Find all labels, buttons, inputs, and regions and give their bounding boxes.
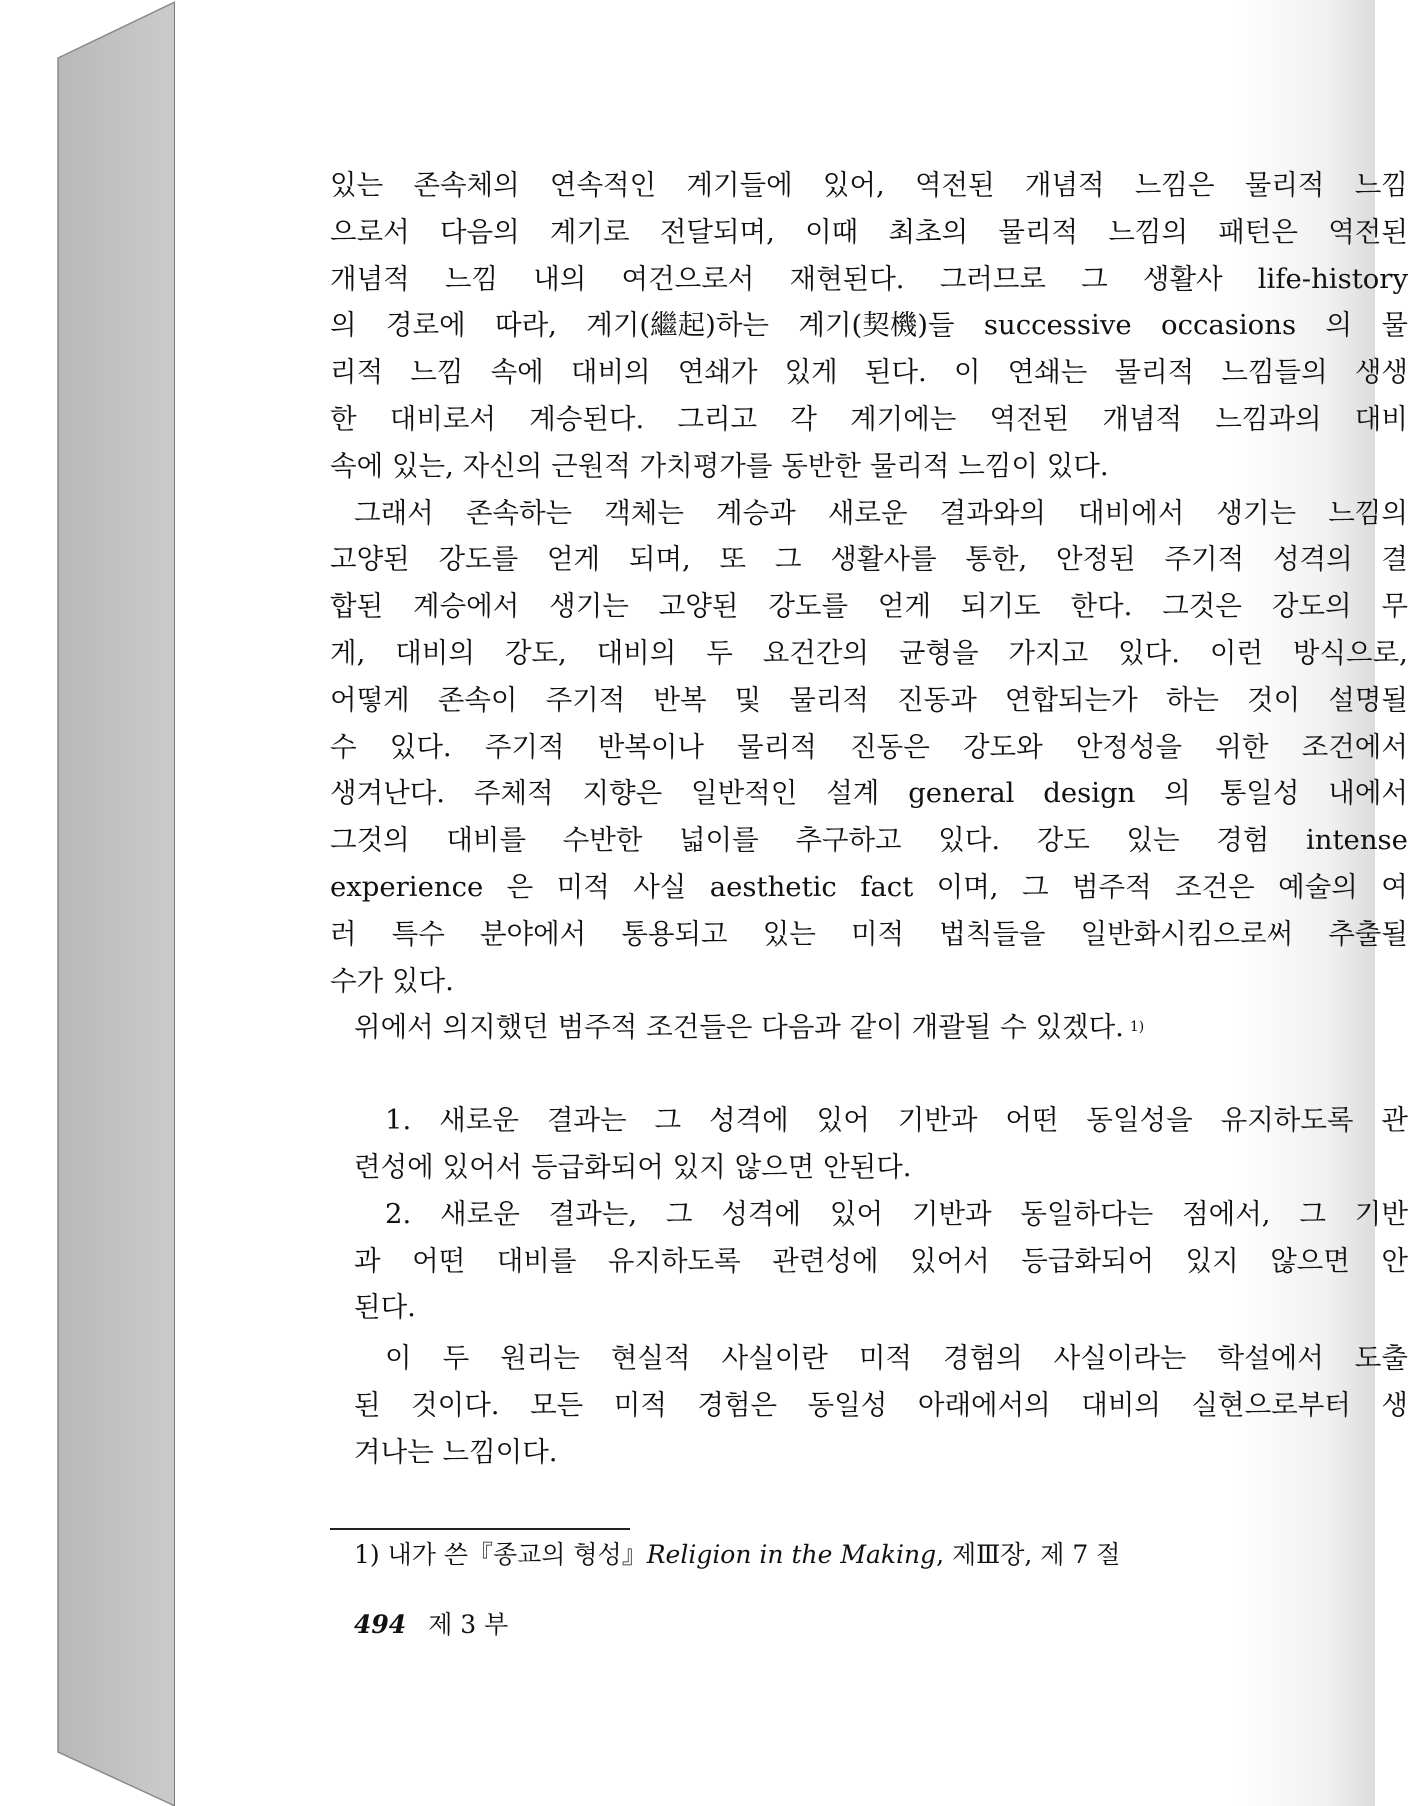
word: 대비 — [1354, 402, 1408, 435]
word: 느낌의 — [1328, 496, 1408, 529]
word: 수가 — [330, 964, 384, 997]
word: 대비의 — [1081, 1388, 1161, 1421]
word: 계기로 — [549, 215, 630, 248]
word: experience — [330, 870, 484, 903]
word: fact — [860, 870, 914, 903]
word: 어떤 — [412, 1244, 466, 1277]
text-line — [330, 490, 1408, 537]
word: 의지했던 — [442, 1011, 549, 1044]
word: 조건들은 — [646, 1011, 753, 1044]
word: 새로운 — [440, 1197, 520, 1230]
word: 있는 — [330, 169, 384, 201]
word: 존속이 — [437, 683, 518, 716]
word: 강도와 — [962, 730, 1043, 763]
word: 생기는 — [549, 590, 629, 623]
word: 개념적 — [1024, 169, 1105, 201]
word: 예술의 — [1278, 870, 1358, 903]
word: 게, — [330, 636, 366, 669]
word: 한다. — [1070, 590, 1133, 623]
word: 것이 — [1247, 683, 1301, 716]
word: 된다. — [864, 356, 927, 389]
word: 요건간의 — [762, 636, 869, 669]
word: 관련성에 — [772, 1244, 879, 1277]
word: 이때 — [805, 215, 859, 248]
word: 미적 — [850, 917, 905, 950]
word: 사실이라는 — [1053, 1342, 1187, 1375]
word: 법칙들을 — [939, 917, 1046, 950]
word: 있다. — [938, 824, 1001, 857]
word: 2. — [385, 1197, 412, 1230]
word: 있어 — [829, 1197, 884, 1230]
text-line — [330, 1382, 1408, 1429]
list-item — [330, 1097, 1408, 1191]
word: 느낌이 — [958, 449, 1038, 482]
word: 물 — [1381, 309, 1408, 342]
word: 있지 — [672, 1150, 726, 1183]
word: 있는 — [762, 917, 816, 950]
word: 새로운 — [827, 496, 908, 529]
word: 대비의 — [596, 636, 677, 669]
word: 물리적 — [1244, 169, 1325, 201]
word: 겨나는 — [354, 1435, 434, 1468]
word: 얻게 — [877, 590, 932, 623]
word: 대비를 — [446, 824, 527, 857]
text-line — [330, 911, 1408, 958]
word: 느낌 — [410, 356, 464, 389]
numbered-list — [330, 1097, 1408, 1331]
word: 실현으로부터 — [1191, 1388, 1351, 1421]
word: 생 — [1381, 1388, 1408, 1421]
word: 통한, — [965, 543, 1028, 576]
word: 주기적 — [1164, 543, 1245, 576]
word: 느낌은 — [1134, 169, 1215, 201]
word: 모든 — [530, 1388, 584, 1421]
word: 위에서 — [354, 1011, 434, 1044]
word: 있어서 — [442, 1150, 523, 1183]
word: 아래에서의 — [917, 1388, 1051, 1421]
word: 미적 — [858, 1342, 912, 1375]
word: 물리적 — [789, 683, 869, 716]
word: 진동은 — [850, 730, 930, 763]
word: 안 — [1381, 1244, 1408, 1277]
word: 기반과 — [897, 1104, 978, 1137]
word: 및 — [734, 683, 762, 716]
word: 유지하도록 — [607, 1244, 741, 1277]
word: 동일성 — [807, 1388, 888, 1421]
word: 통용되고 — [621, 917, 728, 950]
word: 관 — [1381, 1104, 1408, 1137]
word: 강도를 — [768, 590, 849, 623]
word: 방식으로, — [1292, 636, 1408, 669]
word: 계기(繼起)하는 — [586, 309, 769, 342]
word: 수 — [1000, 1011, 1027, 1044]
word: 유지하도록 — [1220, 1104, 1354, 1137]
part-label: 제 3 부 — [428, 1610, 509, 1639]
word: 그래서 — [354, 496, 434, 529]
word: 점에서, — [1182, 1197, 1271, 1230]
word: 강도 — [1036, 824, 1090, 857]
word: 미적 — [613, 1388, 667, 1421]
word: 설계 — [826, 777, 880, 810]
word: 이며, — [936, 870, 999, 903]
word: 범주적 — [1071, 870, 1152, 903]
word: 결 — [1381, 543, 1408, 576]
word: 그러므로 — [939, 262, 1046, 295]
footnote-rule — [330, 1528, 630, 1530]
text-line — [330, 1335, 1408, 1382]
text-line — [330, 1004, 1408, 1051]
word: 경험은 — [697, 1388, 778, 1421]
word: 의 — [1164, 777, 1191, 810]
word: 있다. — [391, 964, 454, 997]
text-line — [330, 583, 1408, 630]
word: 존속하는 — [465, 496, 573, 529]
word: 이 — [385, 1342, 412, 1375]
word: 학설에서 — [1217, 1342, 1324, 1375]
word: 두 — [442, 1342, 470, 1375]
word: 된 — [354, 1388, 381, 1421]
word: 설명될 — [1328, 683, 1408, 716]
word: 물리적 — [869, 449, 950, 482]
word: general — [908, 777, 1015, 810]
word: 있다. — [1118, 636, 1180, 669]
word: 경로에 — [385, 309, 466, 342]
word: 최초의 — [888, 215, 969, 248]
word: 통일성 — [1219, 777, 1300, 810]
word: 성격의 — [1272, 543, 1353, 576]
word: 두 — [706, 636, 733, 669]
word: 합된 — [330, 590, 384, 623]
word: 내에서 — [1328, 777, 1408, 810]
word: 수반한 — [562, 824, 643, 857]
word: 전달되며, — [659, 215, 775, 248]
word: 되기도 — [960, 590, 1041, 623]
word: 느낌과의 — [1215, 402, 1322, 435]
word: 또 — [719, 543, 747, 576]
word: 하는 — [1165, 683, 1219, 716]
word: 여건으로서 — [621, 262, 755, 295]
word: 가치평가를 — [639, 449, 773, 482]
word: 가지고 — [1008, 636, 1089, 669]
word: aesthetic — [709, 870, 837, 903]
text-line — [330, 1191, 1408, 1238]
word: 이런 — [1209, 636, 1264, 669]
word: 개념적 — [330, 262, 410, 295]
word: 느낌이다. — [442, 1435, 558, 1468]
word: 느낌 — [444, 262, 499, 295]
word: 그것의 — [330, 824, 410, 857]
word: 않으면 — [1270, 1244, 1350, 1277]
text-line — [330, 396, 1408, 443]
word: 계기에는 — [850, 402, 957, 435]
word: 된다. — [354, 1291, 416, 1324]
word: 속에 — [330, 449, 384, 482]
text-line — [330, 770, 1408, 817]
word: 러 — [330, 917, 357, 950]
word: 그 — [1081, 262, 1108, 295]
text-line — [330, 817, 1408, 864]
word: design — [1043, 777, 1136, 810]
text-line — [330, 302, 1408, 349]
word: 대비로서 — [389, 402, 497, 435]
word: 결과는 — [546, 1104, 627, 1137]
word: 동반한 — [781, 449, 861, 482]
word: 존속체의 — [413, 169, 520, 201]
word: 계기들에 — [686, 169, 793, 201]
word: 도출 — [1354, 1342, 1408, 1375]
word: 연속적인 — [549, 169, 657, 201]
list-item — [330, 1191, 1408, 1331]
word: 객체는 — [604, 496, 684, 529]
word: 생생 — [1354, 356, 1408, 389]
word: intense — [1306, 824, 1408, 857]
word: 연합되는가 — [1004, 683, 1138, 716]
word: 재현된다. — [789, 262, 905, 295]
word: 강도, — [504, 636, 567, 669]
word: 같이 — [849, 1011, 903, 1044]
word: 있겠다. — [1035, 1011, 1124, 1044]
word: 반복이나 — [597, 730, 704, 763]
word: 생겨난다. — [330, 777, 446, 810]
word: 의 — [330, 309, 357, 342]
word: 추출될 — [1328, 917, 1408, 950]
word: 그 — [654, 1104, 682, 1137]
book-spine — [58, 2, 175, 1806]
word: 강도의 — [1271, 590, 1352, 623]
text-line — [330, 630, 1408, 677]
word: 주기적 — [545, 683, 626, 716]
word: 성격에 — [721, 1197, 802, 1230]
text-line — [330, 958, 1408, 1005]
word: 것이다. — [411, 1388, 500, 1421]
word: 이 — [953, 356, 981, 389]
word: 역전된 — [914, 169, 995, 201]
word: 추구하고 — [795, 824, 902, 857]
word: 물리적 — [737, 730, 817, 763]
text-line — [330, 162, 1408, 209]
word: 역전된 — [989, 402, 1070, 435]
word: 안정된 — [1055, 543, 1136, 576]
text-line — [330, 443, 1408, 490]
word: 생활사 — [1142, 262, 1223, 295]
word: 안정성을 — [1075, 730, 1183, 763]
word: 어떤 — [1005, 1104, 1059, 1137]
word: 강도를 — [438, 543, 519, 576]
text-line — [330, 536, 1408, 583]
word: 생활사를 — [830, 543, 937, 576]
word: 성격에 — [708, 1104, 789, 1137]
page-number: 494 — [354, 1610, 407, 1639]
word: 고양된 — [658, 590, 739, 623]
word: 분야에서 — [479, 917, 587, 950]
word: 등급화되어 — [531, 1150, 664, 1183]
word: 위한 — [1215, 730, 1269, 763]
word: 일반화시킴으로써 — [1080, 917, 1294, 950]
text-line — [330, 349, 1408, 396]
word: 넓이를 — [678, 824, 759, 857]
word: 미적 — [556, 870, 610, 903]
word: 한 — [330, 402, 357, 435]
word: 계승과 — [716, 496, 796, 529]
text-line — [330, 724, 1408, 771]
page-footer — [354, 1605, 508, 1641]
word: 일반적인 — [691, 777, 798, 810]
word: 그 — [1299, 1197, 1326, 1230]
word: 있게 — [784, 356, 838, 389]
word: 조건은 — [1175, 870, 1255, 903]
word: 느낌 — [1354, 169, 1408, 201]
word: 물리적 — [998, 215, 1079, 248]
word: 으로서 — [330, 215, 410, 248]
word: 어떻게 — [330, 683, 410, 716]
word: 새로운 — [439, 1104, 519, 1137]
paragraph-1 — [330, 162, 1408, 490]
text-line — [330, 1144, 1408, 1191]
text-line — [330, 1284, 1408, 1331]
word: 연쇄가 — [677, 356, 758, 389]
footnote-suffix: , 제Ⅲ장, 제 7 절 — [936, 1540, 1121, 1569]
paragraph-3 — [330, 1004, 1408, 1051]
word: 수 — [330, 730, 357, 763]
word: 패턴은 — [1218, 215, 1298, 248]
word: 계기(契機)들 — [798, 309, 955, 342]
word: 경험 — [1216, 824, 1270, 857]
word: 그 — [665, 1197, 693, 1230]
word: 있어 — [816, 1104, 870, 1137]
word: 범주적 — [557, 1011, 638, 1044]
text-line — [330, 209, 1408, 256]
word: 동일하다는 — [1020, 1197, 1154, 1230]
word: 기반 — [1354, 1197, 1408, 1230]
footnote-marker: 1) — [1129, 1019, 1145, 1036]
word: 연쇄는 — [1007, 356, 1088, 389]
word: 생기는 — [1216, 496, 1297, 529]
text-line — [330, 1097, 1408, 1144]
word: 등급화되어 — [1021, 1244, 1155, 1277]
word: 개괄될 — [911, 1011, 992, 1044]
word: 대비의 — [570, 356, 651, 389]
word: 다음과 — [761, 1011, 841, 1044]
word: 다음의 — [439, 215, 520, 248]
word: 무 — [1381, 590, 1408, 623]
text-line — [330, 256, 1408, 303]
word: 느낌들의 — [1221, 356, 1328, 389]
footnote — [354, 1535, 1120, 1571]
word: 있다. — [389, 730, 452, 763]
word: 각 — [790, 402, 817, 435]
word: 있다. — [1046, 449, 1109, 482]
word: 있는, — [391, 449, 454, 482]
paragraph-2 — [330, 490, 1408, 1005]
word: 동일성을 — [1086, 1104, 1193, 1137]
word: 원리는 — [500, 1342, 580, 1375]
footnote-book-title: Religion in the Making — [646, 1540, 937, 1569]
word: 있어, — [822, 169, 885, 201]
word: 역전된 — [1328, 215, 1408, 248]
word: 과 — [354, 1244, 381, 1277]
word: 리적 — [330, 356, 384, 389]
closing-paragraph — [330, 1335, 1408, 1475]
word: 결과는, — [548, 1197, 638, 1230]
word: 주체적 — [473, 777, 554, 810]
word: 그것은 — [1162, 590, 1242, 623]
word: occasions — [1161, 309, 1297, 342]
word: 않으면 — [734, 1150, 815, 1183]
word: 진동과 — [897, 683, 977, 716]
word: 반복 — [653, 683, 707, 716]
word: successive — [983, 309, 1132, 342]
word: 현실적 — [610, 1342, 691, 1375]
text-line — [330, 1429, 1408, 1476]
word: 내의 — [533, 262, 587, 295]
word: 따라, — [495, 309, 557, 342]
word: 있지 — [1185, 1244, 1239, 1277]
word: 그 — [774, 543, 802, 576]
word: 속에 — [490, 356, 544, 389]
word: life-history — [1257, 262, 1408, 295]
word: 대비에서 — [1078, 496, 1185, 529]
word: 계승에서 — [413, 590, 520, 623]
word: 기반과 — [911, 1197, 992, 1230]
word: 경험의 — [942, 1342, 1023, 1375]
word: 련성에 — [354, 1150, 434, 1183]
text-line — [330, 677, 1408, 724]
text-line — [330, 1238, 1408, 1285]
word: 대비를 — [496, 1244, 577, 1277]
word: 균형을 — [898, 636, 979, 669]
page-body — [330, 162, 1408, 1476]
word: 의 — [1325, 309, 1353, 342]
word: 사실이란 — [721, 1342, 828, 1375]
word: 특수 — [391, 917, 445, 950]
word: 얻게 — [546, 543, 601, 576]
word: 느낌의 — [1108, 215, 1189, 248]
word: 있어서 — [910, 1244, 990, 1277]
word: 되며, — [628, 543, 691, 576]
word: 그리고 — [677, 402, 758, 435]
word: 사실 — [633, 870, 687, 903]
word: 물리적 — [1114, 356, 1195, 389]
word: 결과와의 — [939, 496, 1046, 529]
text-line — [330, 864, 1408, 911]
word: 그 — [1021, 870, 1049, 903]
word: 대비의 — [395, 636, 475, 669]
word: 자신의 — [462, 449, 543, 482]
word: 지향은 — [582, 777, 663, 810]
word: 안된다. — [823, 1150, 912, 1183]
word: 은 — [506, 870, 534, 903]
book-page — [175, 0, 1408, 1806]
footnote-prefix: 1) 내가 쓴『종교의 형성』 — [354, 1540, 647, 1569]
word: 계승된다. — [529, 402, 645, 435]
word: 고양된 — [330, 543, 410, 576]
word: 조건에서 — [1301, 730, 1408, 763]
word: 여 — [1381, 870, 1408, 903]
word: 개념적 — [1102, 402, 1183, 435]
word: 근원적 — [551, 449, 631, 482]
word: 1. — [385, 1104, 412, 1137]
word: 주기적 — [484, 730, 565, 763]
word: 있는 — [1126, 824, 1180, 857]
